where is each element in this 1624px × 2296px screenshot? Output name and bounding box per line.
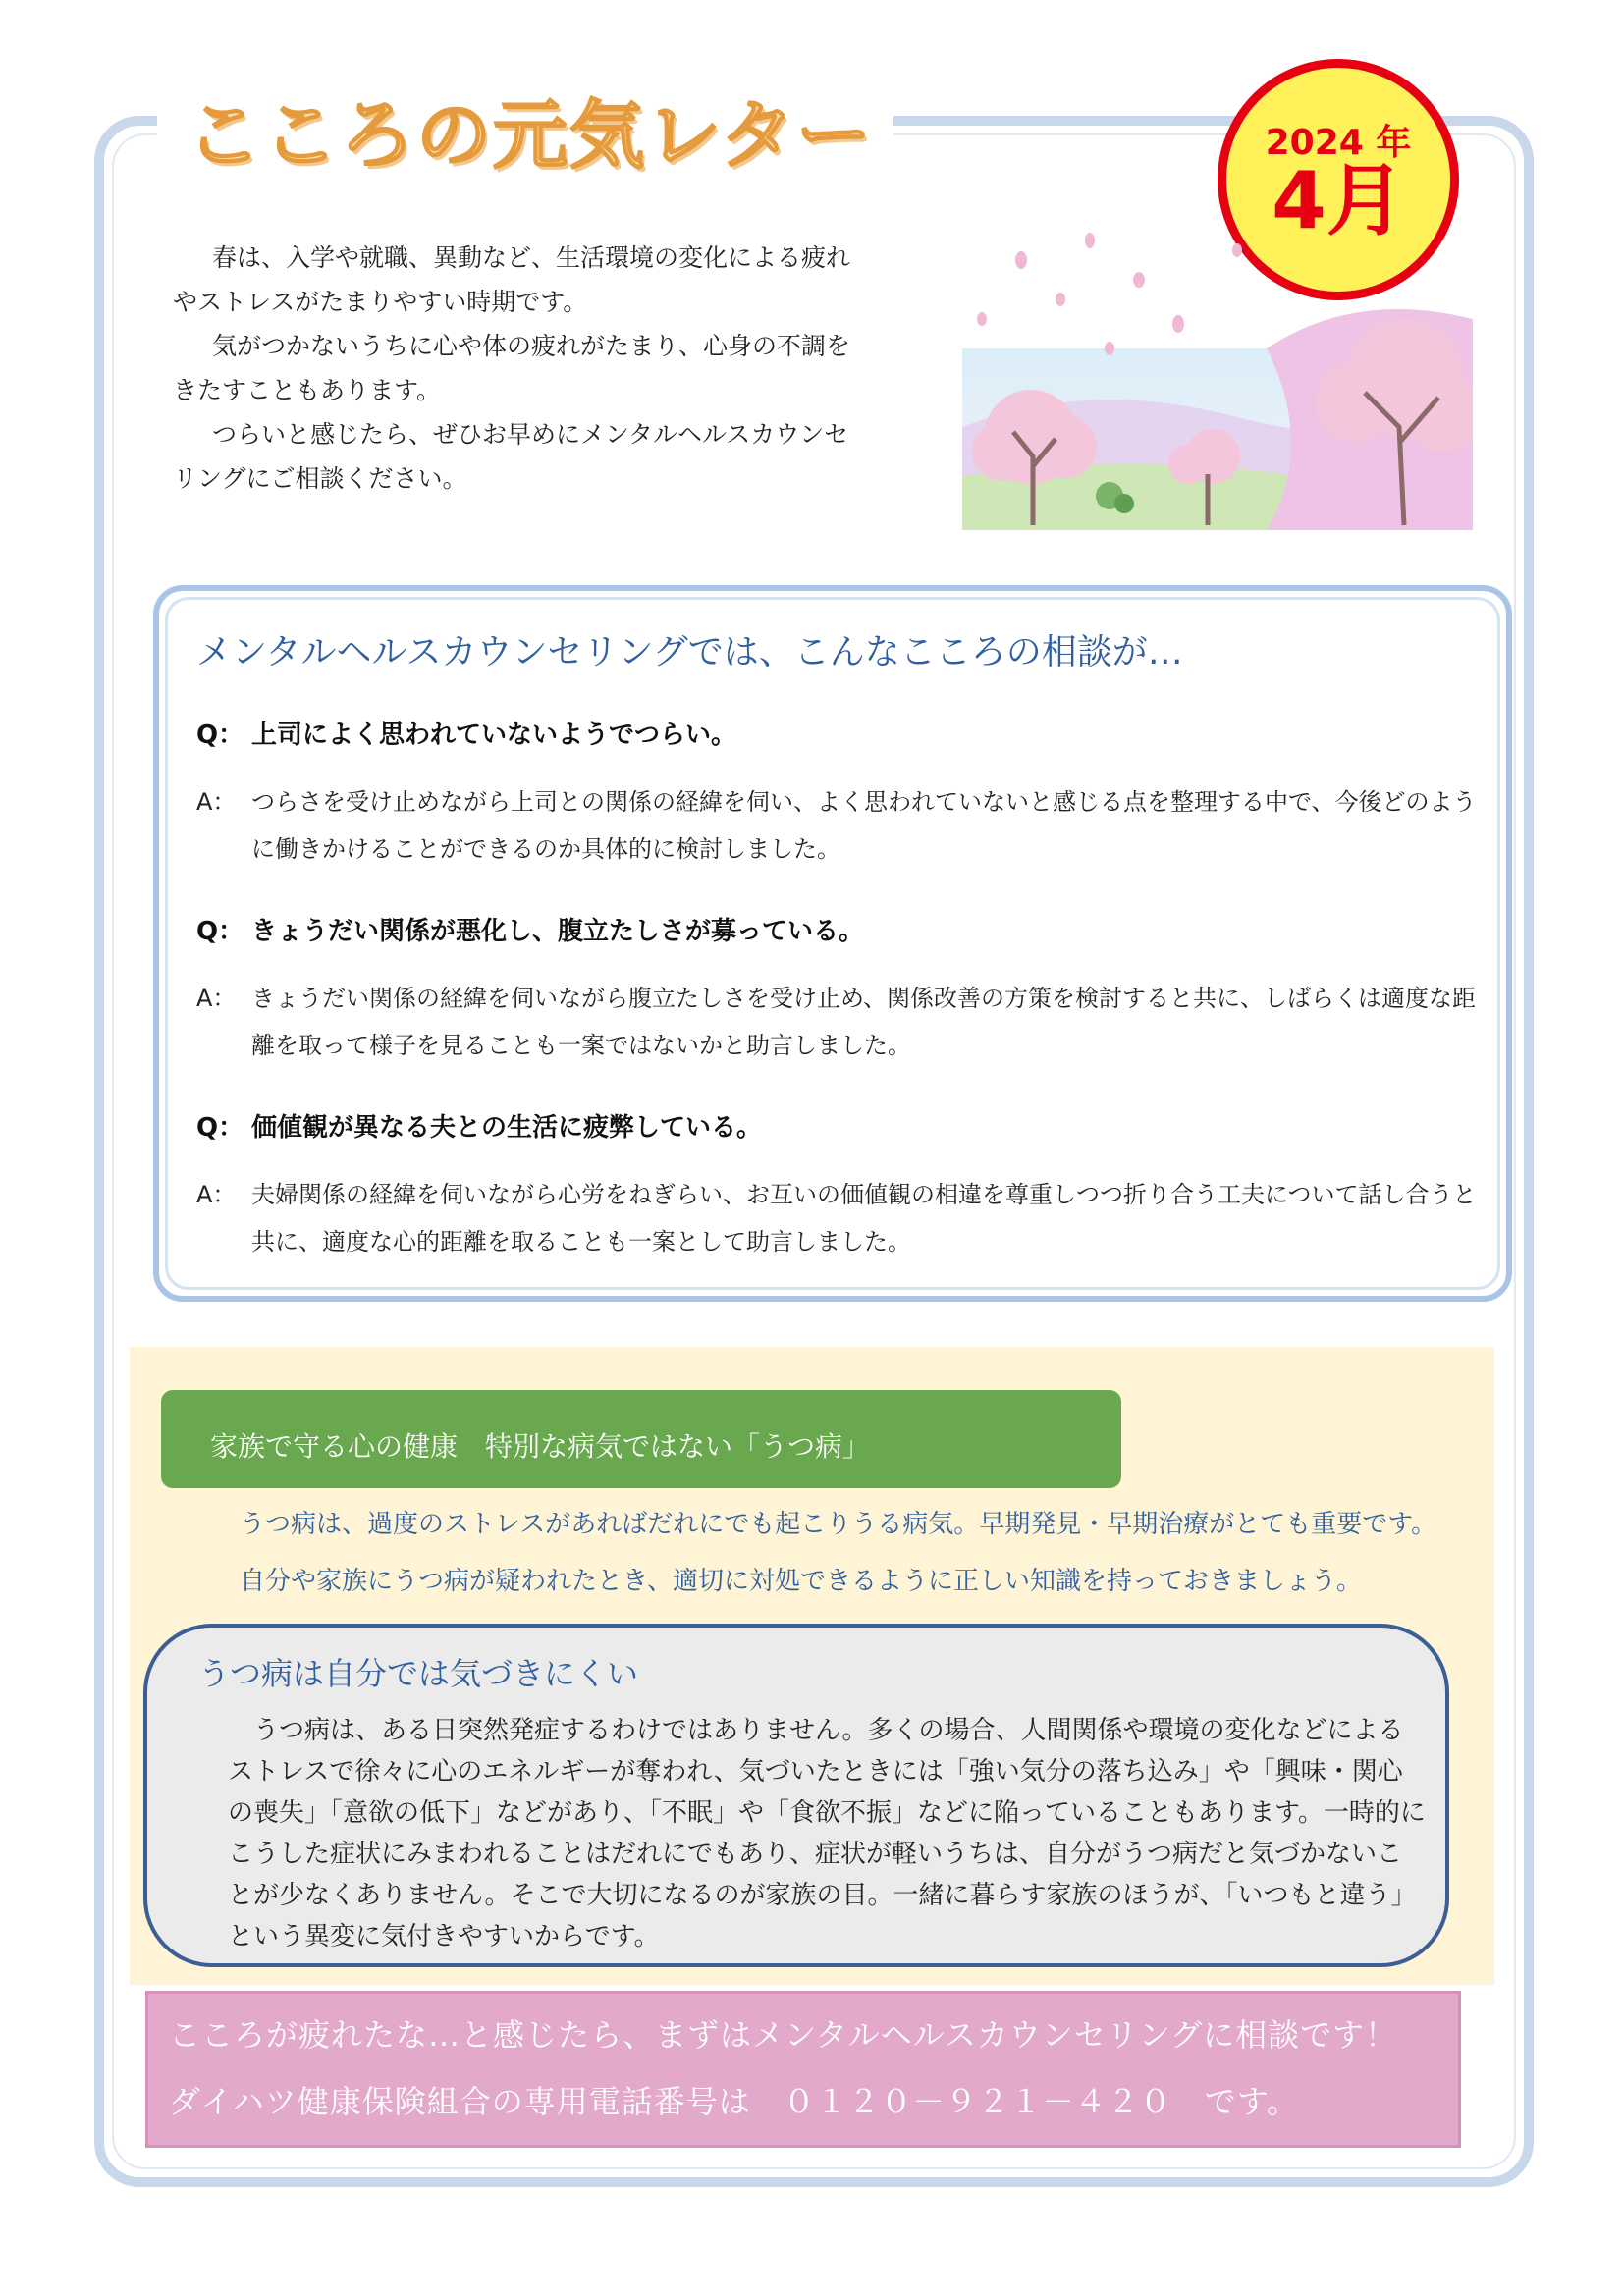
family-intro-line: うつ病は、過度のストレスがあればだれにでも起こりうる病気。早期発見・早期治療がとても重要です。 [240, 1510, 1437, 1539]
badge-year: 2024 年 [1265, 123, 1412, 163]
question [196, 1107, 1483, 1144]
answer-mark: A： [196, 1181, 237, 1208]
consultation-heading: メンタルヘルスカウンセリングでは、こんなこころの相談が… [196, 632, 1183, 672]
answer-text: 夫婦関係の経緯を伺いながら心労をねぎらい、お互いの価値観の相違を尊重しつつ折り合う工夫について話し合うと共に、適度な心的距離を取ることも一案として助言しました。 [251, 1181, 1477, 1255]
intro-paragraph: 気がつかないうちに心や体の疲れがたまり、心身の不調をきたすこともあります。 [173, 332, 851, 404]
question-mark: Q： [196, 917, 244, 946]
question-text: 価値観が異なる夫との生活に疲弊している。 [251, 1113, 763, 1143]
question-mark: Q： [196, 721, 244, 750]
depression-info-body: うつ病は、ある日突然発症するわけではありません。多くの場合、人間関係や環境の変化などによるストレスで徐々に心のエネルギーが奪われ、気づいたときには「強い気分の落ち込み」や「興味・関心の喪失」「意欲の低下」などがあり、「不眠」や「食欲不振」などに陥っていることもあります。一時的にこうした症状にみまわれることはだれにでもあり、症状が軽いうちは、自分がうつ病だと気づかないことが少なくありません。そこで大切になるのが家族の目。一緒に暮らす家族のほうが、「いつもと違う」という異変に気付きやすいからです。 [228, 1716, 1426, 1951]
intro-text [173, 236, 850, 501]
answer-mark: A： [196, 788, 237, 816]
answer [196, 975, 1483, 1069]
badge-month: 4月 [1272, 155, 1405, 246]
intro-paragraph: 春は、入学や就職、異動など、生活環境の変化による疲れやストレスがたまりやすい時期です。 [173, 243, 851, 316]
question [196, 715, 1483, 751]
cherry-blossom-illustration [943, 231, 1473, 530]
qa-item [196, 911, 1483, 1069]
answer-mark: A： [196, 985, 237, 1012]
question-text: きょうだい関係が悪化し、腹立たしさが募っている。 [251, 917, 865, 946]
family-banner-text: 家族で守る心の健康 特別な病気ではない「うつ病」 [210, 1430, 871, 1463]
answer [196, 1171, 1483, 1265]
newsletter-title: こころの元気レター [187, 91, 873, 179]
question [196, 911, 1483, 947]
answer-text: つらさを受け止めながら上司との関係の経緯を伺い、よく思われていないと感じる点を整理する中で、今後どのように働きかけることができるのか具体的に検討しました。 [251, 788, 1477, 863]
footer-message: こころが疲れたな…と感じたら、まずはメンタルヘルスカウンセリングに相談です！ [169, 2016, 1398, 2054]
qa-item [196, 715, 1483, 873]
answer [196, 778, 1483, 873]
question-mark: Q： [196, 1113, 244, 1143]
qa-item [196, 1107, 1483, 1265]
footer-phone: ダイハツ健康保険組合の専用電話番号は ０１２０－９２１－４２０ です。 [169, 2083, 1300, 2120]
depression-info-heading: うつ病は自分では気づきにくい [198, 1655, 639, 1692]
family-intro-line: 自分や家族にうつ病が疑われたとき、適切に対処できるように正しい知識を持っておきましょう。 [240, 1567, 1362, 1596]
intro-paragraph: つらいと感じたら、ぜひお早めにメンタルヘルスカウンセリングにご相談ください。 [173, 420, 849, 493]
question-text: 上司によく思われていないようでつらい。 [251, 721, 737, 750]
answer-text: きょうだい関係の経緯を伺いながら腹立たしさを受け止め、関係改善の方策を検討すると共に、しばらくは適度な距離を取って様子を見ることも一案ではないかと助言しました。 [251, 985, 1477, 1059]
